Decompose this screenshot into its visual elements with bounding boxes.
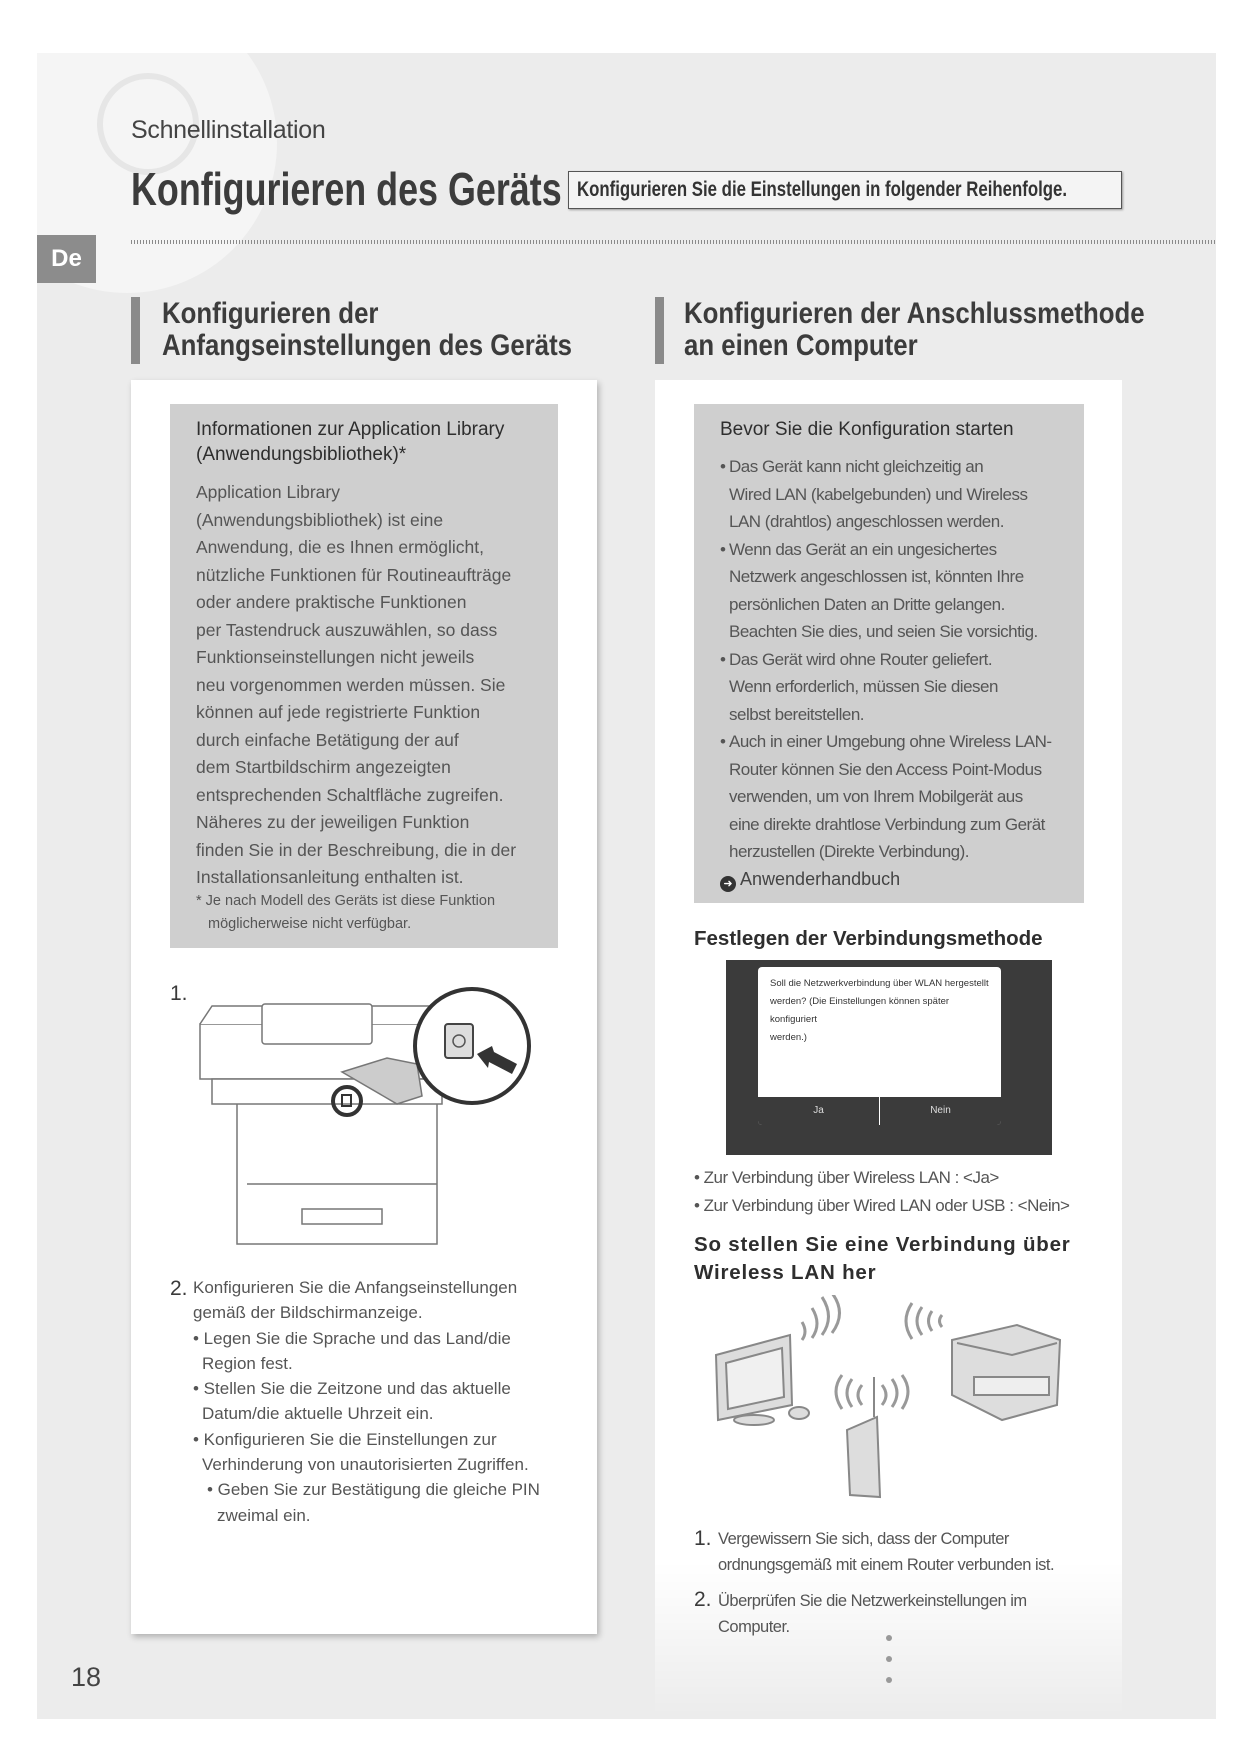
step-text (718, 1526, 1054, 1578)
bullet-icon: • (720, 649, 726, 669)
bullet-line: LAN (drahtlos) angeschlossen werden. (729, 512, 1004, 531)
text-line: ordnungsgemäß mit einem Router verbunden ist. (718, 1556, 1055, 1574)
bullet-line: Beachten Sie dies, und seien Sie vorsichtig. (729, 622, 1038, 641)
heading-line: an einen Computer (684, 329, 918, 362)
right-section-heading (684, 298, 1220, 362)
text-line: per Tastendruck auszuwählen, so dass (196, 619, 498, 640)
text-line: Überprüfen Sie die Netzwerkeinstellungen im (718, 1592, 1027, 1610)
bullet-line: persönlichen Daten an Dritte gelangen. (729, 594, 1005, 614)
language-tab: De (37, 235, 96, 283)
continuation-dot (886, 1656, 892, 1662)
info-title: Bevor Sie die Konfiguration starten (720, 419, 1014, 440)
message-line: Soll die Netzwerkverbindung über WLAN hergestellt (770, 978, 989, 989)
manual-link[interactable] (720, 865, 900, 893)
bullet-line: • Das Gerät kann nicht gleichzeitig an (720, 453, 1052, 481)
heading-line: Konfigurieren der (162, 297, 379, 330)
text-line: durch einfache Betätigung der auf (196, 729, 459, 750)
text-line: entsprechenden Schaltfläche zugreifen. (196, 784, 504, 805)
text-line: Computer. (718, 1618, 790, 1636)
bullet-line: Region fest. (202, 1353, 293, 1373)
text-line: gemäß der Bildschirmanzeige. (193, 1303, 423, 1323)
text-line: Informationen zur Application Library (196, 419, 505, 440)
no-button[interactable]: Nein (880, 1097, 1001, 1125)
message-line: werden? (Die Einstellungen können später konfiguriert (770, 996, 950, 1025)
text-line: Application Library (196, 482, 340, 502)
bullet-line: Wired LAN (kabelgebunden) und Wireless (729, 484, 1028, 504)
bullet-line: Wenn erforderlich, müssen Sie diesen (729, 677, 998, 696)
bullet-line: Router können Sie den Access Point-Modus (729, 759, 1042, 779)
heading-line: Anfangseinstellungen des Geräts (162, 329, 573, 362)
bullet-icon: • (720, 539, 726, 559)
step-number: 2. (694, 1588, 712, 1611)
method-heading: Festlegen der Verbindungsmethode (694, 927, 1043, 950)
message-line: werden.) (770, 1032, 807, 1043)
bullet-line: • Auch in einer Umgebung ohne Wireless LAN- (720, 728, 1052, 756)
dialog-message (758, 967, 1001, 1055)
manual-link-text[interactable]: Anwenderhandbuch (740, 869, 901, 889)
subbullet-line: • Geben Sie zur Bestätigung die gleiche PIN (207, 1480, 540, 1500)
text-line: Näheres zu der jeweiligen Funktion (196, 812, 470, 832)
text-line: dem Startbildschirm angezeigten (196, 757, 451, 777)
text-line: können auf jede registrierte Funktion (196, 702, 481, 722)
step-number: 1. (170, 982, 188, 1005)
text-line: Funktionseinstellungen nicht jeweils (196, 647, 475, 667)
text-line: finden Sie in der Beschreibung, die in der (196, 839, 517, 860)
bullet-line: • Das Gerät wird ohne Router geliefert. (720, 646, 1052, 674)
dialog (758, 967, 1001, 1125)
bullet-line: • Konfigurieren Sie die Einstellungen zur (193, 1429, 497, 1449)
printer-power-illustration (192, 984, 554, 1250)
continuation-dot (886, 1677, 892, 1683)
bullet-line: eine direkte drahtlose Verbindung zum Gerät (729, 814, 1045, 834)
heading-line: Konfigurieren der Anschlussmethode (684, 297, 1145, 330)
subbullet-line: zweimal ein. (217, 1505, 311, 1525)
arrow-right-icon: ➜ (720, 876, 736, 892)
option-line: • Zur Verbindung über Wired LAN oder USB : <Nein> (694, 1195, 1070, 1215)
step2-text (193, 1275, 540, 1528)
wireless-heading (694, 1231, 1071, 1287)
footnote-line: möglicherweise nicht verfügbar. (208, 916, 412, 932)
section-bar (131, 297, 140, 364)
bullet-line: Netzwerk angeschlossen ist, könnten Ihre (729, 567, 1024, 586)
text-line: Installationsanleitung enthalten ist. (196, 867, 464, 887)
heading-line: So stellen Sie eine Verbindung über (694, 1233, 1071, 1256)
bullet-line: • Wenn das Gerät an ein ungesichertes (720, 536, 1052, 564)
bullet-line: Verhinderung von unautorisierten Zugriffen. (202, 1455, 529, 1475)
info-bullets (720, 453, 1052, 866)
text-line: (Anwendungsbibliothek)* (196, 444, 407, 465)
text-line: oder andere praktische Funktionen (196, 592, 467, 612)
bullet-line: • Stellen Sie die Zeitzone und das aktuelle (193, 1379, 511, 1399)
device-screen (726, 960, 1052, 1155)
text-line: neu vorgenommen werden müssen. Sie (196, 674, 506, 695)
option-line: • Zur Verbindung über Wireless LAN : <Ja> (694, 1168, 999, 1187)
footnote-line: * Je nach Modell des Geräts ist diese Funktion (196, 893, 496, 909)
divider (131, 240, 1216, 244)
text-line: Konfigurieren Sie die Anfangseinstellungen (193, 1278, 518, 1297)
page-title-text: Konfigurieren des Geräts (131, 163, 562, 215)
text-line: Vergewissern Sie sich, dass der Computer (718, 1530, 1009, 1548)
bullet-line: selbst bereitstellen. (729, 704, 865, 724)
bullet-line: herzustellen (Direkte Verbindung). (729, 842, 970, 861)
section-label: Schnellinstallation (131, 116, 326, 144)
text-line: nützliche Funktionen für Routineaufträge (196, 564, 512, 585)
page-number: 18 (71, 1662, 102, 1692)
section-bar (655, 297, 664, 364)
left-section-heading (162, 298, 639, 362)
order-note-box (568, 171, 1122, 209)
bullet-icon: • (720, 457, 726, 476)
step-number: 1. (694, 1527, 712, 1550)
text-line: (Anwendungsbibliothek) ist eine (196, 509, 444, 530)
method-options (694, 1164, 1070, 1219)
step-number: 2. (170, 1277, 188, 1300)
heading-line: Wireless LAN her (694, 1261, 877, 1284)
info-body (196, 479, 516, 892)
order-note: Konfigurieren Sie die Einstellungen in folgender Reihenfolge. (577, 178, 1068, 201)
footnote (196, 890, 495, 936)
yes-button[interactable]: Ja (758, 1097, 879, 1125)
wireless-network-illustration (712, 1295, 1064, 1505)
bullet-line: Datum/die aktuelle Uhrzeit ein. (202, 1404, 434, 1424)
bullet-line: verwenden, um von Ihrem Mobilgerät aus (729, 787, 1023, 806)
info-title (196, 417, 504, 467)
bullet-line: • Legen Sie die Sprache und das Land/die (193, 1328, 511, 1348)
bullet-icon: • (720, 732, 726, 751)
text-line: Anwendung, die es Ihnen ermöglicht, (196, 537, 484, 557)
step-text (718, 1588, 1027, 1640)
continuation-dot (886, 1635, 892, 1641)
